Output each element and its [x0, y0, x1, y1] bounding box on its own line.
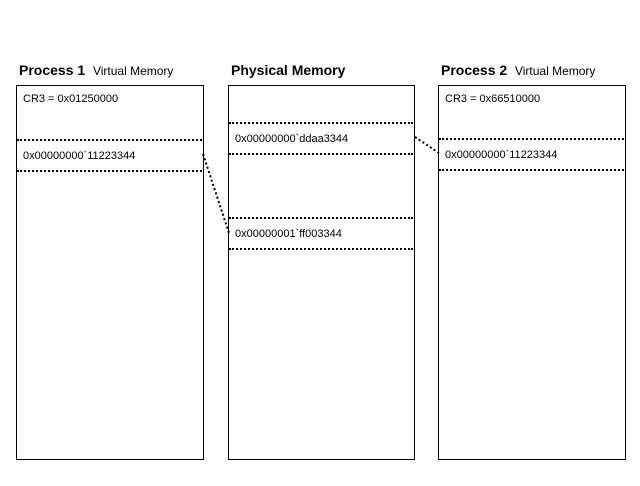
process2-cr3-label: CR3 = 0x66510000: [445, 93, 541, 105]
process1-memory-box: [16, 85, 204, 460]
process1-virtual-address: 0x00000000`11223344: [23, 149, 136, 162]
process2-virtual-address: 0x00000000`11223344: [445, 148, 558, 161]
connector-process1-to-physical-bottom: [203, 154, 229, 233]
physical-title-main: Physical Memory: [231, 62, 346, 78]
process1-title-main: Process 1: [19, 62, 86, 78]
physical-address-slot-bottom: [229, 217, 413, 250]
physical-address-bottom: 0x00000001`ff003344: [235, 227, 342, 240]
process2-title: [441, 62, 595, 78]
process1-title: [19, 62, 173, 78]
physical-address-slot-top: [229, 122, 413, 155]
process2-memory-box: [438, 85, 626, 460]
process2-title-sub: Virtual Memory: [514, 64, 596, 78]
process2-virtual-address-slot: [439, 138, 624, 171]
physical-address-top: 0x00000000`ddaa3344: [235, 132, 349, 145]
process2-title-main: Process 2: [441, 62, 508, 78]
physical-title: [231, 62, 345, 78]
process1-title-sub: Virtual Memory: [92, 64, 174, 78]
connector-physical-top-to-process2: [415, 137, 439, 153]
physical-memory-box: [228, 85, 415, 460]
process1-virtual-address-slot: [17, 139, 202, 172]
process1-cr3-label: CR3 = 0x01250000: [23, 93, 119, 105]
